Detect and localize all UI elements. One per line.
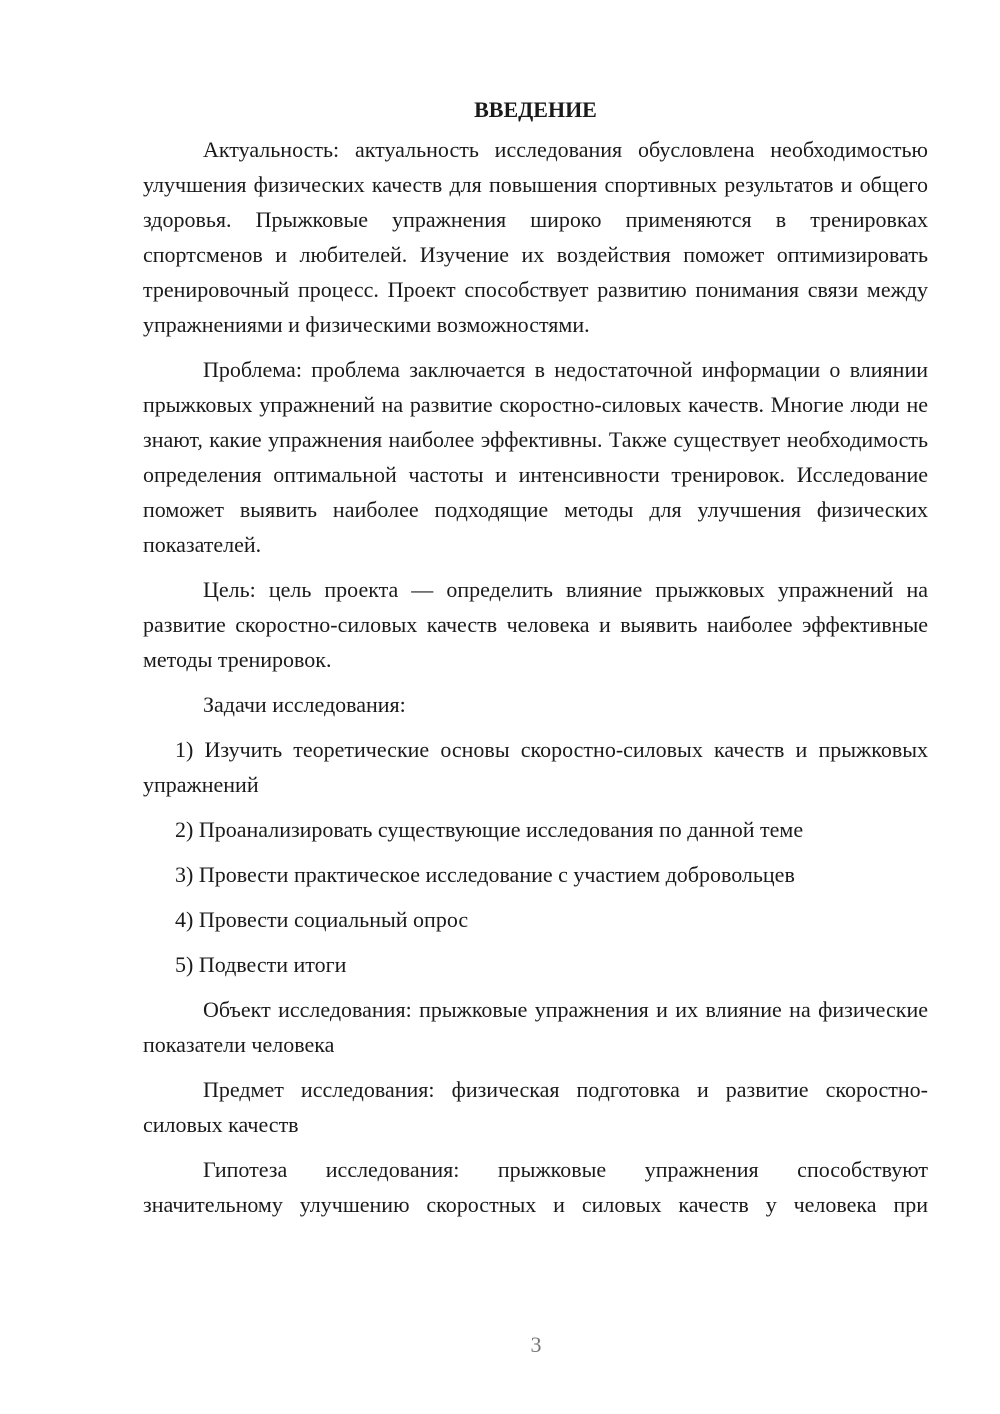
paragraph-hypothesis: Гипотеза исследования: прыжковые упражнения способствуют значительному улучшению скоростных и силовых качеств у человека при — [143, 1157, 928, 1217]
tasks-heading: Задачи исследования: — [203, 692, 406, 717]
paragraph-object: Объект исследования: прыжковые упражнения и их влияние на физические показатели человека — [143, 997, 928, 1057]
document-page — [143, 92, 928, 1222]
task-item-3: 3) Провести практическое исследование с участием добровольцев — [175, 862, 795, 887]
paragraph-relevance: Актуальность: актуальность исследования обусловлена необходимостью улучшения физических качеств для повышения спортивных результатов и общего здоровья. Прыжковые упражнения широко применяются в тренировках спортсменов и любителей. Изучение их воздействия поможет оптимизировать тренировочный процесс. Проект способствует развитию понимания связи между упражнениями и физическими возможностями. — [143, 137, 928, 337]
task-item-2: 2) Проанализировать существующие исследования по данной теме — [175, 817, 804, 842]
task-item-4: 4) Провести социальный опрос — [175, 907, 469, 932]
task-item-1: 1) Изучить теоретические основы скоростно-силовых качеств и прыжковых упражнений — [143, 737, 928, 797]
page-number: 3 — [530, 1332, 542, 1357]
paragraph-goal: Цель: цель проекта — определить влияние прыжковых упражнений на развитие скоростно-силовых качеств человека и выявить наиболее эффективные методы тренировок. — [143, 577, 928, 672]
paragraph-problem: Проблема: проблема заключается в недостаточной информации о влиянии прыжковых упражнений на развитие скоростно-силовых качеств. Многие люди не знают, какие упражнения наиболее эффективны. Также существует необходимость определения оптимальной частоты и интенсивности тренировок. Исследование поможет выявить наиболее подходящие методы для улучшения физических показателей. — [143, 357, 928, 557]
paragraph-subject: Предмет исследования: физическая подготовка и развитие скоростно-силовых качеств — [143, 1077, 928, 1137]
page-title: ВВЕДЕНИЕ — [474, 97, 597, 122]
task-item-5: 5) Подвести итоги — [175, 952, 347, 977]
